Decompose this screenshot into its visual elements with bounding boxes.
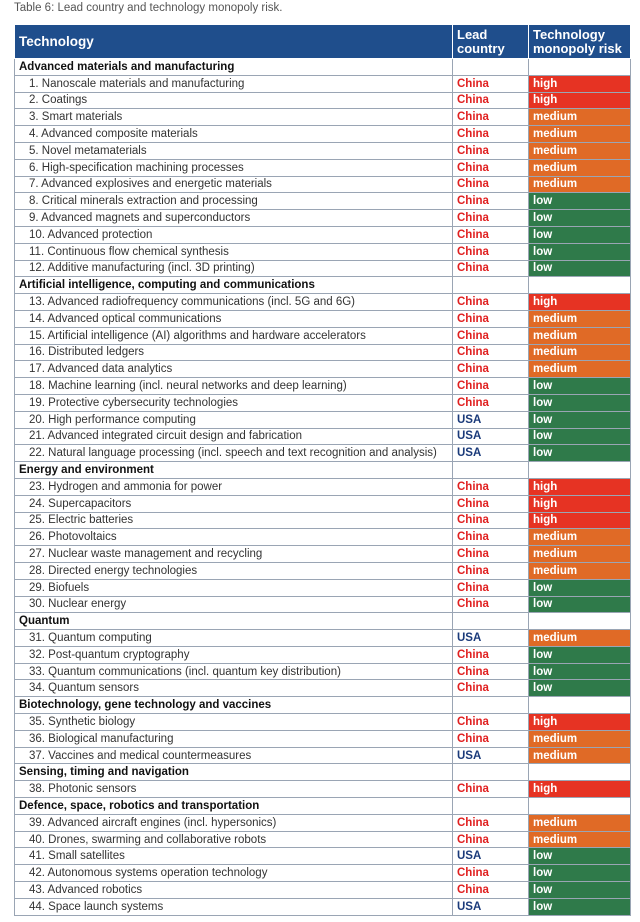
technology-cell: 36. Biological manufacturing xyxy=(15,730,453,747)
technology-cell: 39. Advanced aircraft engines (incl. hypersonics) xyxy=(15,814,453,831)
table-row xyxy=(15,814,631,831)
lead-country-cell: China xyxy=(453,478,529,495)
table-row xyxy=(15,646,631,663)
technology-cell: 35. Synthetic biology xyxy=(15,714,453,731)
category-label: Energy and environment xyxy=(15,462,453,479)
risk-badge: low xyxy=(529,848,631,865)
technology-cell: 40. Drones, swarming and collaborative robots xyxy=(15,831,453,848)
table-row xyxy=(15,159,631,176)
header-technology: Technology xyxy=(15,25,453,59)
risk-badge: low xyxy=(529,882,631,899)
lead-country-cell: China xyxy=(453,865,529,882)
table-row xyxy=(15,92,631,109)
lead-country-cell: China xyxy=(453,579,529,596)
risk-badge: medium xyxy=(529,109,631,126)
table-row xyxy=(15,226,631,243)
table-body xyxy=(15,59,631,916)
lead-country-cell: China xyxy=(453,344,529,361)
table-row xyxy=(15,75,631,92)
technology-cell: 7. Advanced explosives and energetic materials xyxy=(15,176,453,193)
risk-badge: low xyxy=(529,865,631,882)
table-row xyxy=(15,344,631,361)
table-row xyxy=(15,529,631,546)
technology-cell: 41. Small satellites xyxy=(15,848,453,865)
category-row xyxy=(15,697,631,714)
table-row xyxy=(15,210,631,227)
lead-country-cell: China xyxy=(453,831,529,848)
technology-cell: 24. Supercapacitors xyxy=(15,495,453,512)
risk-badge: medium xyxy=(529,747,631,764)
category-row xyxy=(15,764,631,781)
lead-country-cell: China xyxy=(453,210,529,227)
table-row xyxy=(15,882,631,899)
table-row xyxy=(15,562,631,579)
risk-badge: low xyxy=(529,428,631,445)
risk-badge: low xyxy=(529,260,631,277)
technology-cell: 25. Electric batteries xyxy=(15,512,453,529)
table-row xyxy=(15,294,631,311)
category-country-empty xyxy=(453,613,529,630)
lead-country-cell: China xyxy=(453,92,529,109)
lead-country-cell: China xyxy=(453,714,529,731)
technology-cell: 43. Advanced robotics xyxy=(15,882,453,899)
risk-badge: medium xyxy=(529,546,631,563)
table-row xyxy=(15,478,631,495)
risk-badge: low xyxy=(529,210,631,227)
table-row xyxy=(15,361,631,378)
table-row xyxy=(15,680,631,697)
risk-badge: low xyxy=(529,579,631,596)
technology-cell: 3. Smart materials xyxy=(15,109,453,126)
risk-badge: low xyxy=(529,411,631,428)
technology-cell: 27. Nuclear waste management and recycling xyxy=(15,546,453,563)
lead-country-cell: China xyxy=(453,378,529,395)
technology-cell: 17. Advanced data analytics xyxy=(15,361,453,378)
lead-country-cell: China xyxy=(453,142,529,159)
technology-cell: 42. Autonomous systems operation technology xyxy=(15,865,453,882)
risk-badge: medium xyxy=(529,310,631,327)
technology-cell: 6. High-specification machining processes xyxy=(15,159,453,176)
risk-badge: low xyxy=(529,898,631,915)
technology-cell: 19. Protective cybersecurity technologies xyxy=(15,394,453,411)
lead-country-cell: China xyxy=(453,529,529,546)
technology-cell: 30. Nuclear energy xyxy=(15,596,453,613)
category-label: Sensing, timing and navigation xyxy=(15,764,453,781)
technology-cell: 10. Advanced protection xyxy=(15,226,453,243)
category-label: Biotechnology, gene technology and vaccines xyxy=(15,697,453,714)
category-country-empty xyxy=(453,277,529,294)
lead-country-cell: China xyxy=(453,109,529,126)
category-label: Advanced materials and manufacturing xyxy=(15,59,453,76)
lead-country-cell: China xyxy=(453,781,529,798)
technology-cell: 23. Hydrogen and ammonia for power xyxy=(15,478,453,495)
table-row xyxy=(15,394,631,411)
lead-country-cell: China xyxy=(453,193,529,210)
table-header-row xyxy=(15,25,631,59)
category-row xyxy=(15,59,631,76)
lead-country-cell: China xyxy=(453,495,529,512)
category-label: Defence, space, robotics and transportation xyxy=(15,798,453,815)
lead-country-cell: China xyxy=(453,159,529,176)
technology-cell: 20. High performance computing xyxy=(15,411,453,428)
lead-country-cell: China xyxy=(453,562,529,579)
table-row xyxy=(15,714,631,731)
lead-country-cell: USA xyxy=(453,411,529,428)
lead-country-cell: China xyxy=(453,226,529,243)
category-risk-empty xyxy=(529,277,631,294)
category-label: Artificial intelligence, computing and communications xyxy=(15,277,453,294)
lead-country-cell: USA xyxy=(453,848,529,865)
lead-country-cell: China xyxy=(453,730,529,747)
category-row xyxy=(15,613,631,630)
lead-country-cell: China xyxy=(453,294,529,311)
table-row xyxy=(15,428,631,445)
lead-country-cell: China xyxy=(453,394,529,411)
table-row xyxy=(15,310,631,327)
risk-badge: low xyxy=(529,680,631,697)
lead-country-cell: China xyxy=(453,680,529,697)
technology-cell: 21. Advanced integrated circuit design and fabrication xyxy=(15,428,453,445)
risk-badge: medium xyxy=(529,562,631,579)
lead-country-cell: China xyxy=(453,327,529,344)
table-row xyxy=(15,630,631,647)
technology-cell: 33. Quantum communications (incl. quantum key distribution) xyxy=(15,663,453,680)
category-country-empty xyxy=(453,764,529,781)
header-monopoly-risk: Technology monopoly risk xyxy=(529,25,631,59)
table-row xyxy=(15,546,631,563)
technology-cell: 31. Quantum computing xyxy=(15,630,453,647)
table-row xyxy=(15,411,631,428)
category-risk-empty xyxy=(529,462,631,479)
lead-country-cell: USA xyxy=(453,428,529,445)
table-row xyxy=(15,243,631,260)
technology-cell: 34. Quantum sensors xyxy=(15,680,453,697)
table-row xyxy=(15,495,631,512)
table-row xyxy=(15,865,631,882)
table-row xyxy=(15,445,631,462)
risk-badge: low xyxy=(529,663,631,680)
category-risk-empty xyxy=(529,764,631,781)
risk-badge: medium xyxy=(529,529,631,546)
category-risk-empty xyxy=(529,798,631,815)
technology-cell: 32. Post-quantum cryptography xyxy=(15,646,453,663)
risk-badge: high xyxy=(529,478,631,495)
risk-badge: medium xyxy=(529,630,631,647)
table-row xyxy=(15,831,631,848)
header-lead-country: Lead country xyxy=(453,25,529,59)
technology-cell: 18. Machine learning (incl. neural networks and deep learning) xyxy=(15,378,453,395)
technology-cell: 22. Natural language processing (incl. speech and text recognition and analysis) xyxy=(15,445,453,462)
table-row xyxy=(15,596,631,613)
table-row xyxy=(15,730,631,747)
table-row xyxy=(15,848,631,865)
risk-badge: medium xyxy=(529,814,631,831)
lead-country-cell: China xyxy=(453,814,529,831)
lead-country-cell: China xyxy=(453,260,529,277)
table-row xyxy=(15,193,631,210)
technology-cell: 38. Photonic sensors xyxy=(15,781,453,798)
lead-country-cell: China xyxy=(453,361,529,378)
category-risk-empty xyxy=(529,697,631,714)
table-row xyxy=(15,663,631,680)
table-row xyxy=(15,579,631,596)
technology-cell: 44. Space launch systems xyxy=(15,898,453,915)
technology-cell: 1. Nanoscale materials and manufacturing xyxy=(15,75,453,92)
technology-cell: 12. Additive manufacturing (incl. 3D printing) xyxy=(15,260,453,277)
technology-cell: 8. Critical minerals extraction and processing xyxy=(15,193,453,210)
risk-badge: medium xyxy=(529,126,631,143)
risk-badge: low xyxy=(529,243,631,260)
table-row xyxy=(15,109,631,126)
category-label: Quantum xyxy=(15,613,453,630)
risk-badge: high xyxy=(529,714,631,731)
risk-badge: medium xyxy=(529,831,631,848)
technology-cell: 11. Continuous flow chemical synthesis xyxy=(15,243,453,260)
table-row xyxy=(15,126,631,143)
technology-cell: 5. Novel metamaterials xyxy=(15,142,453,159)
technology-cell: 37. Vaccines and medical countermeasures xyxy=(15,747,453,764)
technology-cell: 2. Coatings xyxy=(15,92,453,109)
lead-country-cell: China xyxy=(453,310,529,327)
category-country-empty xyxy=(453,798,529,815)
risk-badge: medium xyxy=(529,159,631,176)
table-row xyxy=(15,327,631,344)
risk-badge: medium xyxy=(529,176,631,193)
lead-country-cell: China xyxy=(453,126,529,143)
technology-cell: 14. Advanced optical communications xyxy=(15,310,453,327)
technology-cell: 9. Advanced magnets and superconductors xyxy=(15,210,453,227)
category-row xyxy=(15,277,631,294)
lead-country-cell: USA xyxy=(453,630,529,647)
risk-badge: high xyxy=(529,495,631,512)
category-country-empty xyxy=(453,462,529,479)
risk-badge: medium xyxy=(529,344,631,361)
category-risk-empty xyxy=(529,59,631,76)
technology-cell: 29. Biofuels xyxy=(15,579,453,596)
technology-cell: 15. Artificial intelligence (AI) algorithms and hardware accelerators xyxy=(15,327,453,344)
lead-country-cell: China xyxy=(453,596,529,613)
risk-badge: high xyxy=(529,294,631,311)
risk-badge: low xyxy=(529,394,631,411)
risk-badge: medium xyxy=(529,730,631,747)
risk-badge: low xyxy=(529,646,631,663)
table-row xyxy=(15,260,631,277)
lead-country-cell: China xyxy=(453,176,529,193)
risk-badge: medium xyxy=(529,327,631,344)
risk-badge: high xyxy=(529,512,631,529)
risk-badge: low xyxy=(529,193,631,210)
category-row xyxy=(15,798,631,815)
risk-badge: high xyxy=(529,781,631,798)
lead-country-cell: China xyxy=(453,75,529,92)
technology-cell: 28. Directed energy technologies xyxy=(15,562,453,579)
table-row xyxy=(15,142,631,159)
technology-cell: 4. Advanced composite materials xyxy=(15,126,453,143)
category-risk-empty xyxy=(529,613,631,630)
category-row xyxy=(15,462,631,479)
lead-country-cell: China xyxy=(453,663,529,680)
table-row xyxy=(15,747,631,764)
lead-country-cell: USA xyxy=(453,898,529,915)
lead-country-cell: USA xyxy=(453,445,529,462)
risk-badge: high xyxy=(529,75,631,92)
category-country-empty xyxy=(453,697,529,714)
lead-country-cell: China xyxy=(453,882,529,899)
lead-country-cell: China xyxy=(453,512,529,529)
table-row xyxy=(15,512,631,529)
lead-country-cell: China xyxy=(453,646,529,663)
table-row xyxy=(15,378,631,395)
category-country-empty xyxy=(453,59,529,76)
table-row xyxy=(15,781,631,798)
technology-cell: 13. Advanced radiofrequency communications (incl. 5G and 6G) xyxy=(15,294,453,311)
lead-country-table xyxy=(14,24,631,916)
table-container xyxy=(14,24,630,916)
risk-badge: low xyxy=(529,378,631,395)
table-row xyxy=(15,176,631,193)
table-row xyxy=(15,898,631,915)
risk-badge: low xyxy=(529,445,631,462)
risk-badge: low xyxy=(529,226,631,243)
risk-badge: high xyxy=(529,92,631,109)
lead-country-cell: China xyxy=(453,546,529,563)
technology-cell: 16. Distributed ledgers xyxy=(15,344,453,361)
risk-badge: low xyxy=(529,596,631,613)
risk-badge: medium xyxy=(529,142,631,159)
risk-badge: medium xyxy=(529,361,631,378)
lead-country-cell: USA xyxy=(453,747,529,764)
technology-cell: 26. Photovoltaics xyxy=(15,529,453,546)
lead-country-cell: China xyxy=(453,243,529,260)
table-caption: Table 6: Lead country and technology monopoly risk. xyxy=(14,2,283,14)
